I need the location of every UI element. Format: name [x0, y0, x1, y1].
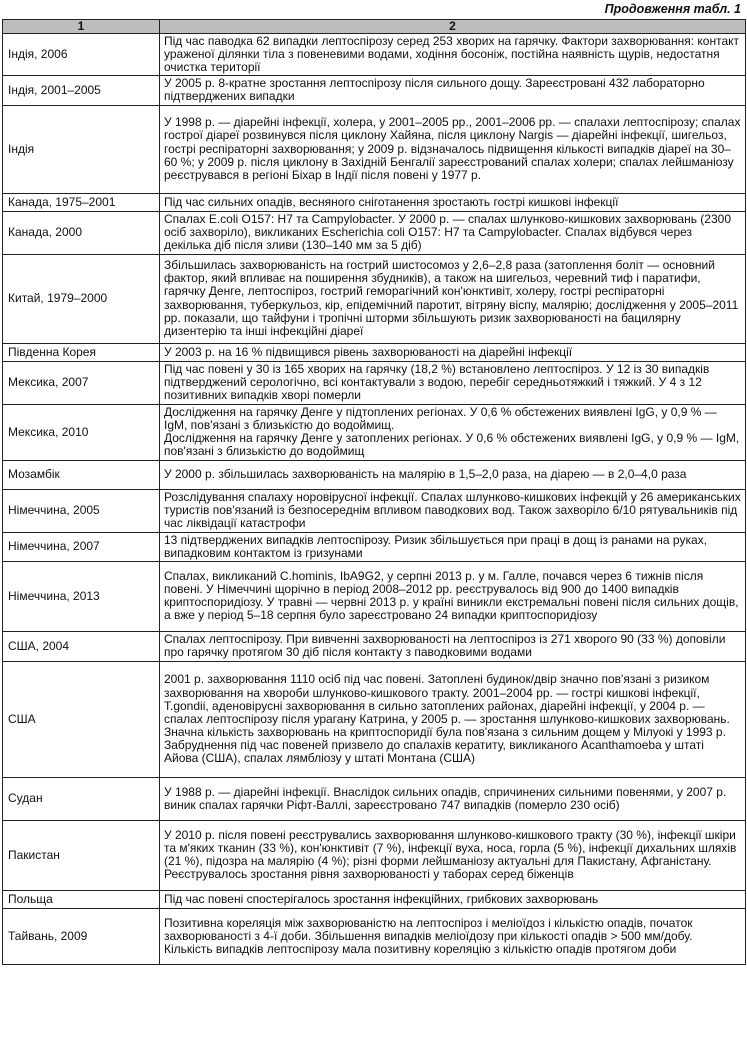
row-place: Німеччина, 2007	[3, 532, 160, 561]
row-place: Тайвань, 2009	[3, 908, 160, 964]
row-place: Німеччина, 2005	[3, 489, 160, 532]
data-table	[2, 19, 746, 965]
row-place: США	[3, 661, 160, 777]
row-description: У 1988 р. — діарейні інфекції. Внаслідок сильних опадів, спричинених сильними повенями, у 2007 р. виник спалах гарячки Ріфт-Валлі, зареєстровано 747 випадків (померло 230 осіб)	[160, 777, 746, 820]
table-row	[3, 34, 746, 76]
row-place: Індія	[3, 105, 160, 193]
row-description: Позитивна кореляція між захворюваністю на лептоспіроз і меліоїдоз і кількістю опадів, початок захворюваності з 4-ї доби. Збільшення випадків меліоїдозу при кількості опадів > 500 мм/добу. Кількість випадків лептоспірозу мала позитивну кореляцію з кількістю опадів протягом доби	[160, 908, 746, 964]
table-header-row	[3, 20, 746, 34]
column-header-1: 1	[3, 20, 160, 34]
row-description: У 2000 р. збільшилась захворюваність на малярію в 1,5–2,0 раза, на діарею — в 2,0–4,0 раза	[160, 460, 746, 489]
table-row	[3, 193, 746, 211]
row-description: Розслідування спалаху норовірусної інфекції. Спалах шлунково-кишкових інфекцій у 26 американських туристів пов'язаний із безпосереднім впливом паводкових вод. Також захворіло 6/10 рятувальників під час ліквідації катастрофи	[160, 489, 746, 532]
row-place: Судан	[3, 777, 160, 820]
row-description	[160, 404, 746, 460]
row-description: Збільшилась захворюваність на гострий шистосомоз у 2,6–2,8 раза (затоплення боліт — основний фактор, який впливає на поширення збудників), а також на шигельоз, черевний тиф і паратифи, гарячку Денге, лептоспіроз, гострий геморагічний кон'юнктивіт, холеру, гострі респіраторні захворювання, туберкульоз, кір, епідемічний паротит, вітряну віспу, малярію; дослідження у 2005–2011 рр. показали, що тайфуни і тропічні шторми збільшують ризик захворюваності на бацилярну дизентерію та інші інфекційні діареї	[160, 254, 746, 343]
row-place: Канада, 1975–2001	[3, 193, 160, 211]
table-row	[3, 105, 746, 193]
row-place: США, 2004	[3, 631, 160, 661]
row-place: Німеччина, 2013	[3, 561, 160, 631]
row-description: У 2003 р. на 16 % підвищився рівень захворюваності на діарейні інфекції	[160, 343, 746, 361]
row-description: Спалах E.coli O157: H7 та Campylobacter. У 2000 р. — спалах шлунково-кишкових захворювань (2300 осіб захворіло), викликаних Escherichia coli O157: H7 та Campylobacter. Спалах відбувся через декілька діб після зливи (130–140 мм за 5 діб)	[160, 211, 746, 254]
row-description: У 2005 р. 8-кратне зростання лептоспірозу після сильного дощу. Зареєстровані 432 лабораторно підтверджених випадки	[160, 76, 746, 105]
table-row	[3, 777, 746, 820]
row-place: Канада, 2000	[3, 211, 160, 254]
table-row	[3, 631, 746, 661]
row-description: Під час повені спостерігалось зростання інфекційних, грибкових захворювань	[160, 890, 746, 908]
table-row	[3, 532, 746, 561]
table-row	[3, 343, 746, 361]
row-description: 13 підтверджених випадків лептоспірозу. Ризик збільшується при праці в дощ із ранами на руках, випадковим контактом із гризунами	[160, 532, 746, 561]
row-place: Південна Корея	[3, 343, 160, 361]
table-row	[3, 211, 746, 254]
table-row	[3, 460, 746, 489]
row-place: Індія, 2006	[3, 34, 160, 76]
row-description-part: Дослідження на гарячку Денге у затоплених регіонах. У 0,6 % обстежених виявлені IgG, у 0,9 % — IgM, пов'язані з близькістю до водоймищ	[164, 431, 740, 459]
row-place: Польща	[3, 890, 160, 908]
table-row	[3, 661, 746, 777]
row-description: 2001 р. захворювання 1110 осіб під час повені. Затоплені будинок/двір значно пов'язані з ризиком захворювання на хвороби шлунково-кишкового тракту. 2001–2004 рр. — гострі кишкові інфекції, T.gondii, аденовірусні захворювання в сильно затоплених районах, діарейні інфекції, у 2004 р. — спалах лептоспірозу після урагану Катрина, у 2005 р. — зростання шлунково-кишкових захворювань. Значна кількість захворювань на криптоспоридії була пов'язана з сильним дощем у Мілуокі у 1993 р. Забруднення під час повеней призвело до спалахів кератиту, викликаного Acanthamoeba у штаті Айова (США), спалах лямбліозу у штаті Монтана (США)	[160, 661, 746, 777]
row-place: Китай, 1979–2000	[3, 254, 160, 343]
table-row	[3, 890, 746, 908]
table-row	[3, 254, 746, 343]
row-description-part: Дослідження на гарячку Денге у підтоплених регіонах. У 0,6 % обстежених виявлені IgG, у 0,9 % — IgM, пов'язані з близькістю до водоймищ.	[164, 404, 717, 432]
table-row	[3, 561, 746, 631]
row-place: Мексика, 2010	[3, 404, 160, 460]
table-row	[3, 908, 746, 964]
row-place: Індія, 2001–2005	[3, 76, 160, 105]
row-description: Спалах лептоспірозу. При вивченні захворюваності на лептоспіроз із 271 хворого 90 (33 %) доповіли про гарячку протягом 30 діб після контакту з паводковими водами	[160, 631, 746, 661]
table-row	[3, 76, 746, 105]
row-place: Пакистан	[3, 820, 160, 890]
column-header-2: 2	[160, 20, 746, 34]
row-description: У 1998 р. — діарейні інфекції, холера, у 2001–2005 рр., 2001–2006 рр. — спалахи лептоспірозу; спалах гострої діареї розвинувся після циклону Хайяна, після циклону Nargis — діарейні інфекції, шигельоз, гострі респіраторні захворювання; у 2009 р. відзначалось підвищення кількості випадків діареї на 30–60 %; у 2009 р. після циклону в Західній Бенгалії зареєстрований спалах холери; спалах лейшманіозу реєструвався в регіоні Біхар в Індії після повені у 1977 р.	[160, 105, 746, 193]
table-row	[3, 820, 746, 890]
row-description: Під час повені у 30 із 165 хворих на гарячку (18,2 %) встановлено лептоспіроз. У 12 із 30 випадків підтверджений серологічно, всі контактували з водою, перебіг середньотяжкий і тяжкий. У 4 з 12 позитивних випадків хворі померли	[160, 361, 746, 404]
row-description: Під час сильних опадів, весняного сніготанення зростають гострі кишкові інфекції	[160, 193, 746, 211]
table-row	[3, 489, 746, 532]
row-description: Спалах, викликаний C.hominis, IbA9G2, у серпні 2013 р. у м. Галле, почався через 6 тижнів після повені. У Німеччині щорічно в період 2008–2012 рр. реєструвалось від 900 до 1400 випадків криптоспоридіозу. У травні — червні 2013 р. у країні виникли екстремальні повені після сильних дощів, а вже у період 5–18 серпня було зареєстровано 24 випадки криптоспоридіозу	[160, 561, 746, 631]
table-caption: Продовження табл. 1	[604, 2, 741, 16]
row-place: Мексика, 2007	[3, 361, 160, 404]
table-row	[3, 361, 746, 404]
row-place: Мозамбік	[3, 460, 160, 489]
row-description: У 2010 р. після повені реєструвались захворювання шлунково-кишкового тракту (30 %), інфекції шкіри та м'яких тканин (33 %), кон'юнктивіт (7 %), інфекції вуха, носа, горла (5 %), інфекції дихальних шляхів (21 %), підозра на малярію (4 %); різні форми лейшманіозу актуальні для Пакистану, Афганістану. Реєструвалось зростання рівня захворюваності у таборах серед біженців	[160, 820, 746, 890]
row-description: Під час паводка 62 випадки лептоспірозу серед 253 хворих на гарячку. Фактори захворювання: контакт ураженої ділянки тіла з повеневими водами, ходіння босоніж, постійна наявність щурів, недостатня очистка території	[160, 34, 746, 76]
table-row	[3, 404, 746, 460]
